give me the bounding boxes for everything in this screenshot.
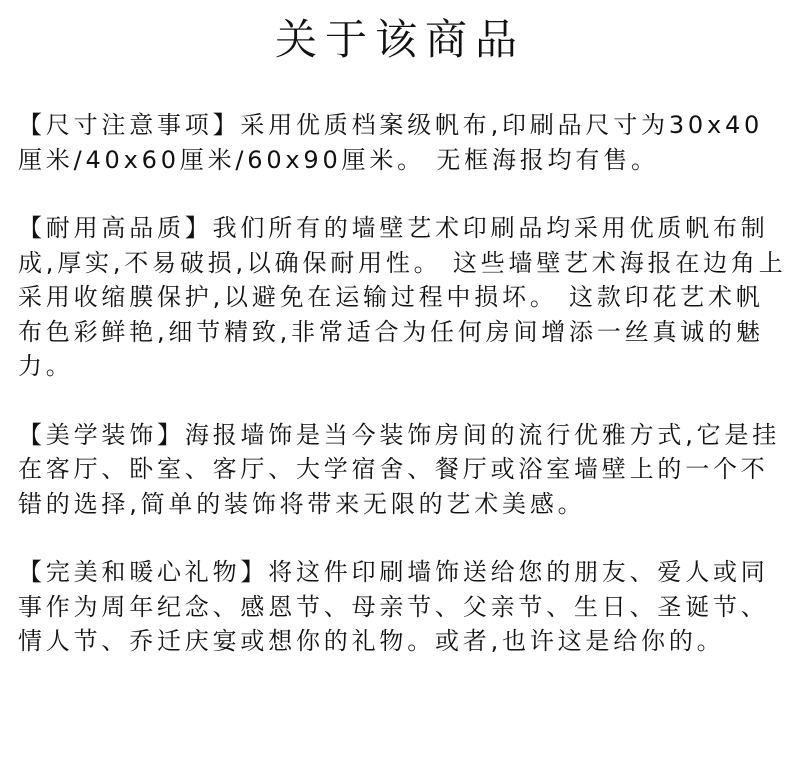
section-body: 海报墙饰是当今装饰房间的流行优雅方式,它是挂在客厅、卧室、客厅、大学宿舍、餐厅或浴室墙壁上的一个不错的选择,简单的装饰将带来无限的艺术美感。 <box>18 420 781 518</box>
section-heading: 【耐用高品质】 <box>18 214 213 242</box>
page-title: 关于该商品 <box>274 15 525 64</box>
section-durable-quality <box>18 211 788 384</box>
section-perfect-gift <box>18 555 788 659</box>
section-body: 采用优质档案级帆布,印刷品尺寸为30x40厘米/40x60厘米/60x90厘米。 无框海报均有售。 <box>18 111 764 174</box>
section-aesthetic-decor <box>18 418 788 522</box>
section-body: 将这件印刷墙饰送给您的朋友、爱人或同事作为周年纪念、感恩节、母亲节、父亲节、生日、圣诞节、情人节、乔迁庆宴或想你的礼物。或者,也许这是给你的。 <box>18 558 769 655</box>
section-heading: 【美学装饰】 <box>18 420 185 449</box>
section-heading: 【完美和暖心礼物】 <box>18 558 269 586</box>
section-heading: 【尺寸注意事项】 <box>18 111 241 139</box>
product-description <box>18 108 788 693</box>
section-size-notes <box>18 108 788 177</box>
section-body: 我们所有的墙壁艺术印刷品均采用优质帆布制成,厚实,不易破损,以确保耐用性。 这些墙壁艺术海报在边角上采用收缩膜保护,以避免在运输过程中损坏。 这款印花艺术帆布色彩鲜艳,细节精致,非常适合为任何房间增添一丝真诚的魅力。 <box>18 214 787 380</box>
